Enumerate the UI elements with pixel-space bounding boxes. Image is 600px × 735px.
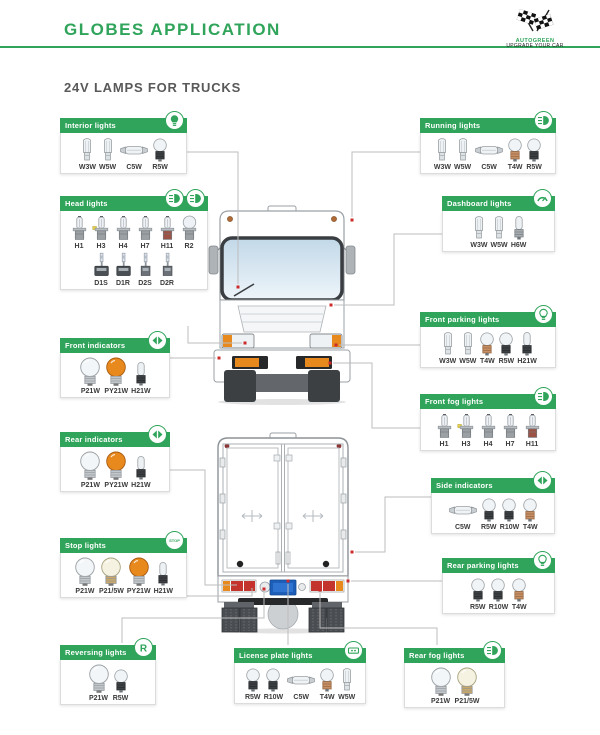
bulb-r5w <box>113 668 129 702</box>
bulb-d2r <box>158 252 177 287</box>
bulb-t4w <box>511 577 527 611</box>
bulb-h11 <box>158 215 177 250</box>
bulb-label: H1 <box>439 441 449 448</box>
bulb-label: W5W <box>99 164 117 171</box>
bulb-p21w <box>88 664 110 702</box>
panel-front-parking-lights <box>420 312 556 368</box>
bulb-label: R10W <box>263 694 284 701</box>
svg-text:STOP: STOP <box>169 538 180 544</box>
bulb-w5w <box>454 137 471 171</box>
bulb-h7 <box>501 413 520 448</box>
bulb-w5w <box>491 215 508 249</box>
bulb-h1 <box>70 215 89 250</box>
bulb-h7 <box>136 215 155 250</box>
panel-head-lights <box>60 196 208 290</box>
bulb-h1 <box>435 413 454 448</box>
bulb-label: C5W <box>454 524 471 531</box>
panel-license-plate-lights <box>234 648 366 704</box>
bulb-h21w <box>517 331 536 365</box>
beam-icon <box>534 111 553 130</box>
bulb-label: W5W <box>454 164 472 171</box>
bulb-h21w <box>131 455 150 489</box>
fog-icon <box>483 641 502 660</box>
bulb-d1r <box>114 252 133 287</box>
bulb-r5w <box>152 137 168 171</box>
bulb-h21w <box>131 361 150 395</box>
bulb-label: H3 <box>96 243 106 250</box>
bulb-label: H11 <box>160 243 174 250</box>
low-beam-icon <box>186 189 205 208</box>
panel-front-fog-lights <box>420 394 556 451</box>
bulb-label: C5W <box>293 694 309 701</box>
bulb-t4w <box>319 667 335 701</box>
bulb-h3 <box>92 215 111 250</box>
bulb-p21-5w <box>99 557 124 595</box>
panel-title: Front parking lights <box>425 315 500 324</box>
bulb-h3 <box>457 413 476 448</box>
bulb-icon <box>165 111 184 130</box>
panel-title: Stop lights <box>65 541 106 550</box>
bulb-label: W5W <box>338 694 356 701</box>
bulb-label: T4W <box>522 524 538 531</box>
bulb-label: R5W <box>480 524 497 531</box>
bulb-t4w <box>522 497 538 531</box>
bulb-label: R5W <box>112 695 129 702</box>
page-title: 24V LAMPS FOR TRUCKS <box>64 80 242 95</box>
bulb-r5w <box>470 577 486 611</box>
bulb-label: H4 <box>483 441 493 448</box>
bulb-label: T4W <box>507 164 523 171</box>
bulb-label: PY21W <box>126 588 151 595</box>
bulb-p21w <box>430 667 452 705</box>
bulb-p21w <box>79 357 101 395</box>
bulb-label: H21W <box>517 358 537 365</box>
panel-title: Front indicators <box>65 341 126 350</box>
bulb-w3w <box>434 137 451 171</box>
bulb-label: H3 <box>461 441 471 448</box>
panel-side-indicators <box>431 478 555 534</box>
bulb-label: H7 <box>505 441 515 448</box>
panel-dashboard-lights <box>442 196 555 252</box>
bulb-r5w <box>481 497 497 531</box>
parking-icon <box>534 305 553 324</box>
bulb-c5w <box>448 497 478 531</box>
bulb-label: PY21W <box>104 482 129 489</box>
bulb-h4 <box>114 215 133 250</box>
bulb-label: P21W <box>431 698 451 705</box>
bulb-label: PY21W <box>104 388 129 395</box>
indicator-icon <box>148 425 167 444</box>
bulb-w5w <box>459 331 476 365</box>
bulb-r10w <box>264 667 283 701</box>
bulb-r5w <box>498 331 514 365</box>
bulb-label: R5W <box>244 694 261 701</box>
bulb-label: P21W <box>88 695 109 702</box>
bulb-label: R5W <box>469 604 486 611</box>
panel-title: Rear indicators <box>65 435 123 444</box>
bulb-label: T4W <box>511 604 527 611</box>
panel-interior-lights <box>60 118 187 174</box>
bulb-p21w <box>79 451 101 489</box>
bulb-label: H1 <box>74 243 84 250</box>
panel-rear-fog-lights <box>404 648 505 708</box>
bulb-label: R5W <box>498 358 515 365</box>
bulb-r5w <box>526 137 542 171</box>
bulb-t4w <box>507 137 523 171</box>
panel-title: Front fog lights <box>425 397 484 406</box>
bulb-label: R5W <box>152 164 168 171</box>
bulb-w5w <box>338 667 355 701</box>
bulb-py21w <box>104 451 128 489</box>
bulb-label: H21W <box>153 588 174 595</box>
indicator-icon <box>533 471 552 490</box>
panel-title: Running lights <box>425 121 481 130</box>
bulb-label: T4W <box>319 694 335 701</box>
bulb-label: H4 <box>118 243 128 250</box>
panel-rear-indicators <box>60 432 170 492</box>
bulb-label: D2S <box>138 280 152 287</box>
panel-rear-parking-lights <box>442 558 555 614</box>
panel-title: Side indicators <box>436 481 493 490</box>
bulb-r10w <box>500 497 519 531</box>
bulb-py21w <box>104 357 128 395</box>
fog-icon <box>534 387 553 406</box>
bulb-label: W5W <box>490 242 508 249</box>
bulb-w3w <box>439 331 456 365</box>
bulb-label: R2 <box>184 243 194 250</box>
bulb-label: T4W <box>479 358 495 365</box>
bulb-py21w <box>127 557 151 595</box>
parking-icon <box>533 551 552 570</box>
plate-icon <box>344 641 363 660</box>
bulb-label: R5W <box>526 164 542 171</box>
panel-front-indicators <box>60 338 170 398</box>
bulb-label: W3W <box>78 164 96 171</box>
app-title: GLOBES APPLICATION <box>64 20 281 39</box>
bulb-c5w <box>286 667 316 701</box>
bulb-c5w <box>474 137 504 171</box>
bulb-label: D1S <box>94 280 108 287</box>
stop-icon <box>165 531 184 550</box>
bulb-label: H21W <box>131 482 151 489</box>
panel-running-lights <box>420 118 556 174</box>
bulb-label: H7 <box>140 243 150 250</box>
bulb-c5w <box>119 137 149 171</box>
bulb-label: P21W <box>75 588 95 595</box>
reverse-icon <box>134 638 153 657</box>
panel-title: License plate lights <box>239 651 313 660</box>
bulb-w3w <box>79 137 96 171</box>
brand-name: AUTOGREEN <box>515 37 555 44</box>
bulb-w5w <box>99 137 116 171</box>
bulb-label: H21W <box>131 388 151 395</box>
bulb-p21w <box>74 557 96 595</box>
bulb-p21-5w <box>455 667 480 705</box>
bulb-label: P21/5W <box>454 698 480 705</box>
bulb-h6w <box>511 215 527 249</box>
bulb-label: W5W <box>459 358 477 365</box>
bulb-h4 <box>479 413 498 448</box>
bulb-h21w <box>154 561 173 595</box>
bulb-label: C5W <box>481 164 497 171</box>
panel-title: Rear parking lights <box>447 561 519 570</box>
bulb-label: W3W <box>470 242 488 249</box>
bulb-label: D1R <box>115 280 130 287</box>
panel-reversing-lights <box>60 645 156 705</box>
bulb-r2 <box>180 215 199 250</box>
bulb-t4w <box>479 331 495 365</box>
bulb-d1s <box>92 252 111 287</box>
bulb-label: P21/5W <box>98 588 124 595</box>
bulb-w3w <box>470 215 487 249</box>
bulb-h11 <box>523 413 542 448</box>
bulb-label: H11 <box>525 441 539 448</box>
bulb-d2s <box>136 252 155 287</box>
bulb-label: H6W <box>510 242 527 249</box>
panel-title: Reversing lights <box>65 648 127 657</box>
panel-title: Rear fog lights <box>409 651 465 660</box>
bulb-label: P21W <box>80 388 100 395</box>
brand-tagline: UPGRADE YOUR CAR <box>506 42 564 49</box>
bulb-label: W3W <box>439 358 457 365</box>
high-beam-icon <box>165 189 184 208</box>
bulb-r5w <box>245 667 261 701</box>
bulb-label: P21W <box>80 482 100 489</box>
dashboard-icon <box>533 189 552 208</box>
svg-text:R: R <box>139 643 148 654</box>
bulb-label: C5W <box>126 164 142 171</box>
panel-title: Dashboard lights <box>447 199 512 208</box>
bulb-label: R10W <box>488 604 509 611</box>
bulb-label: D2R <box>159 280 174 287</box>
panel-stop-lights <box>60 538 187 598</box>
bulb-r10w <box>489 577 508 611</box>
panel-title: Interior lights <box>65 121 116 130</box>
bulb-label: W3W <box>433 164 451 171</box>
panel-title: Head lights <box>65 199 108 208</box>
indicator-icon <box>148 331 167 350</box>
bulb-label: R10W <box>499 524 520 531</box>
